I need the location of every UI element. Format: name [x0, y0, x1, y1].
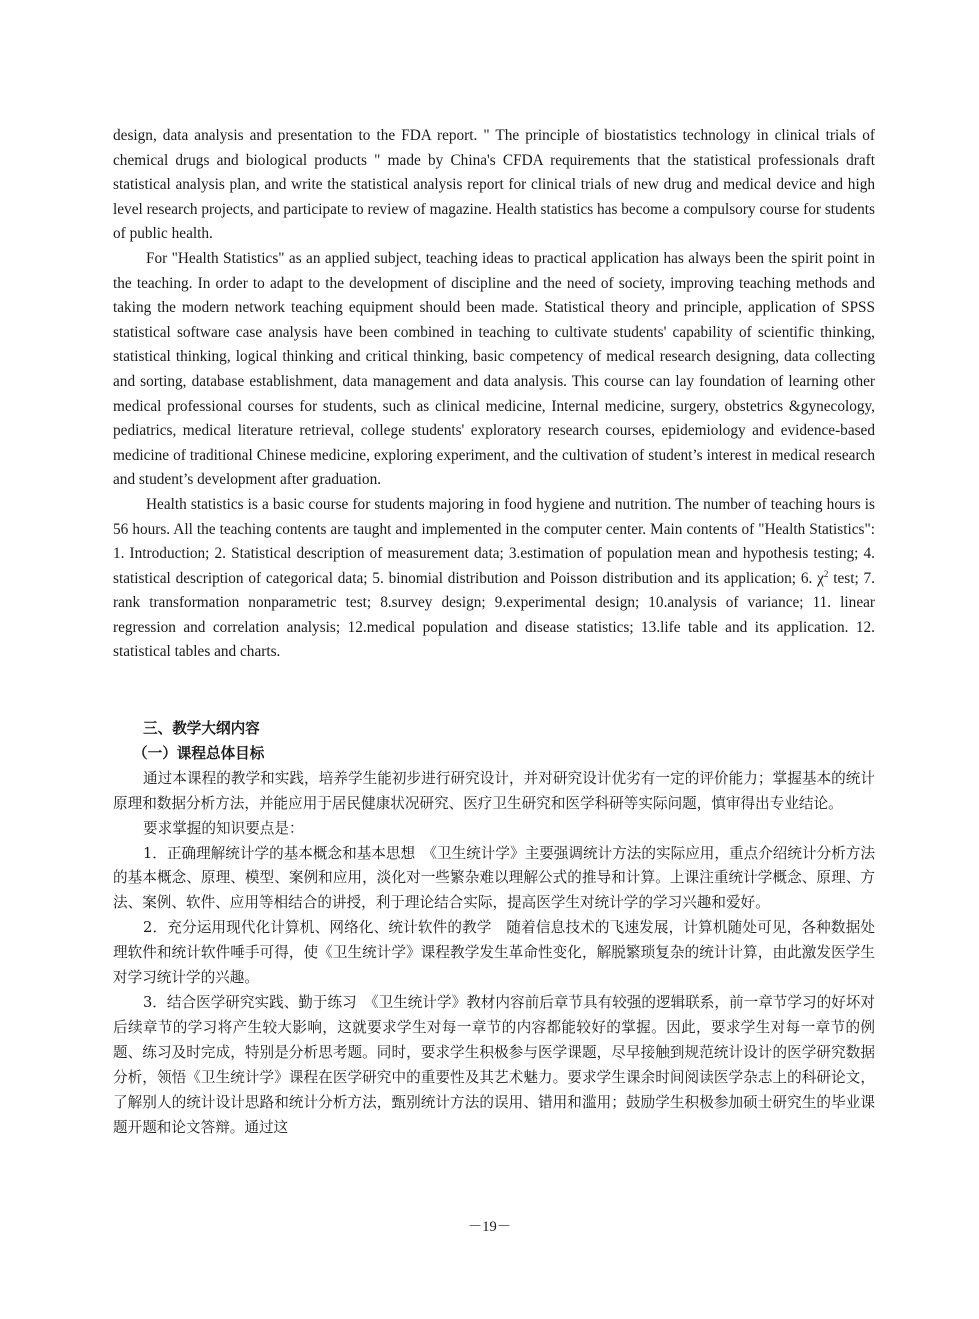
english-section — [113, 124, 875, 665]
section-heading: 三、教学大纲内容 — [143, 720, 260, 737]
chinese-paragraph-5: 3．结合医学研究实践、勤于练习 《卫生统计学》教材内容前后章节具有较强的逻辑联系，前一章节学习的好坏对后续章节的学习将产生较大影响，这就要求学生对每一章节的内容都能较好的掌握。因此，要求学生对每一章节的例题、练习及时完成，特别是分析思考题。同时，要求学生积极参与医学课题，尽早接触到规范统计设计的医学研究数据分析，领悟《卫生统计学》课程在医学研究中的重要性及其艺术魅力。要求学生课余时间阅读医学杂志上的科研论文，了解别人的统计设计思路和统计分析方法，甄别统计方法的误用、错用和滥用；鼓励学生积极参加硕士研究生的毕业课题开题和论文答辩。通过这 — [113, 993, 875, 1136]
english-paragraph-1: design, data analysis and presentation to the FDA report. " The principle of biostatistics technology in clinical trials of chemical drugs and biological products " made by China's CFDA requirements that the statistical professionals draft statistical analysis plan, and write the statistical analysis report for clinical trials of new drug and medical device and high level research projects, and participate to review of magazine. Health statistics has become a compulsory course for students of public health. — [113, 127, 875, 243]
chi-square-superscript: 2 — [823, 568, 829, 579]
english-paragraph-2: For "Health Statistics" as an applied subject, teaching ideas to practical application has always been the spirit point in the teaching. In order to adapt to the development of discipline and the need of society, improving teaching methods and taking the modern network teaching equipment should been made. Statistical theory and principle, application of SPSS statistical software case analysis have been combined in teaching to cultivate students' capability of scientific thinking, statistical thinking, logical thinking and critical thinking, basic competency of medical research designing, data collecting and sorting, database establishment, data management and data analysis. This course can lay foundation of learning other medical professional courses for students, such as clinical medicine, Internal medicine, surgery, obstetrics &gynecology, pediatrics, medical literature retrieval, college students' exploratory research courses, epidemiology and evidence-based medicine of traditional Chinese medicine, exploring experiment, and the cultivation of student’s interest in medical research and student’s development after graduation. — [113, 249, 875, 489]
chinese-section — [113, 717, 875, 1140]
english-paragraph-3 — [113, 493, 875, 665]
chinese-paragraph-1: 通过本课程的教学和实践，培养学生能初步进行研究设计，并对研究设计优劣有一定的评价能力；掌握基本的统计原理和数据分析方法，并能应用于居民健康状况研究、医疗卫生研究和医学科研等实际问题，慎审得出专业结论。 — [113, 769, 875, 812]
english-paragraph-3-text-b: test; 7. rank transformation nonparametric test; 8.survey design; 9.experimental design; 10.analysis of variance; 11. linear regression and correlation analysis; 12.medical population and disease statistics; 13.life table and its application. 12. statistical tables and charts. — [113, 569, 875, 661]
chinese-paragraph-2: 要求掌握的知识要点是： — [143, 819, 304, 837]
english-paragraph-3-text-a: Health statistics is a basic course for students majoring in food hygiene and nutrition. The number of teaching hours is 56 hours. All the teaching contents are taught and implemented in the computer center. Main contents of "Health Statistics": 1. Introduction; 2. Statistical description of measurement data; 3.estimation of population mean and hypothesis testing; 4. statistical description of categorical data; 5. binomial distribution and Poisson distribution and its application; 6. χ — [113, 495, 875, 587]
subsection-heading: （一）课程总体目标 — [133, 744, 265, 762]
page-number: －19－ — [467, 1219, 512, 1235]
chinese-paragraph-3: 1．正确理解统计学的基本概念和基本思想 《卫生统计学》主要强调统计方法的实际应用，重点介绍统计分析方法的基本概念、原理、模型、案例和应用，淡化对一些繁杂难以理解公式的推导和计算。上课注重统计学概念、原理、方法、案例、软件、应用等相结合的讲授，利于理论结合实际，提高医学生对统计学的学习兴趣和爱好。 — [113, 844, 875, 912]
chinese-paragraph-4: 2．充分运用现代化计算机、网络化、统计软件的教学 随着信息技术的飞速发展，计算机随处可见，各种数据处理软件和统计软件唾手可得，使《卫生统计学》课程教学发生革命性变化，解脱繁琐复杂的统计计算，由此激发医学生对学习统计学的兴趣。 — [113, 919, 875, 987]
